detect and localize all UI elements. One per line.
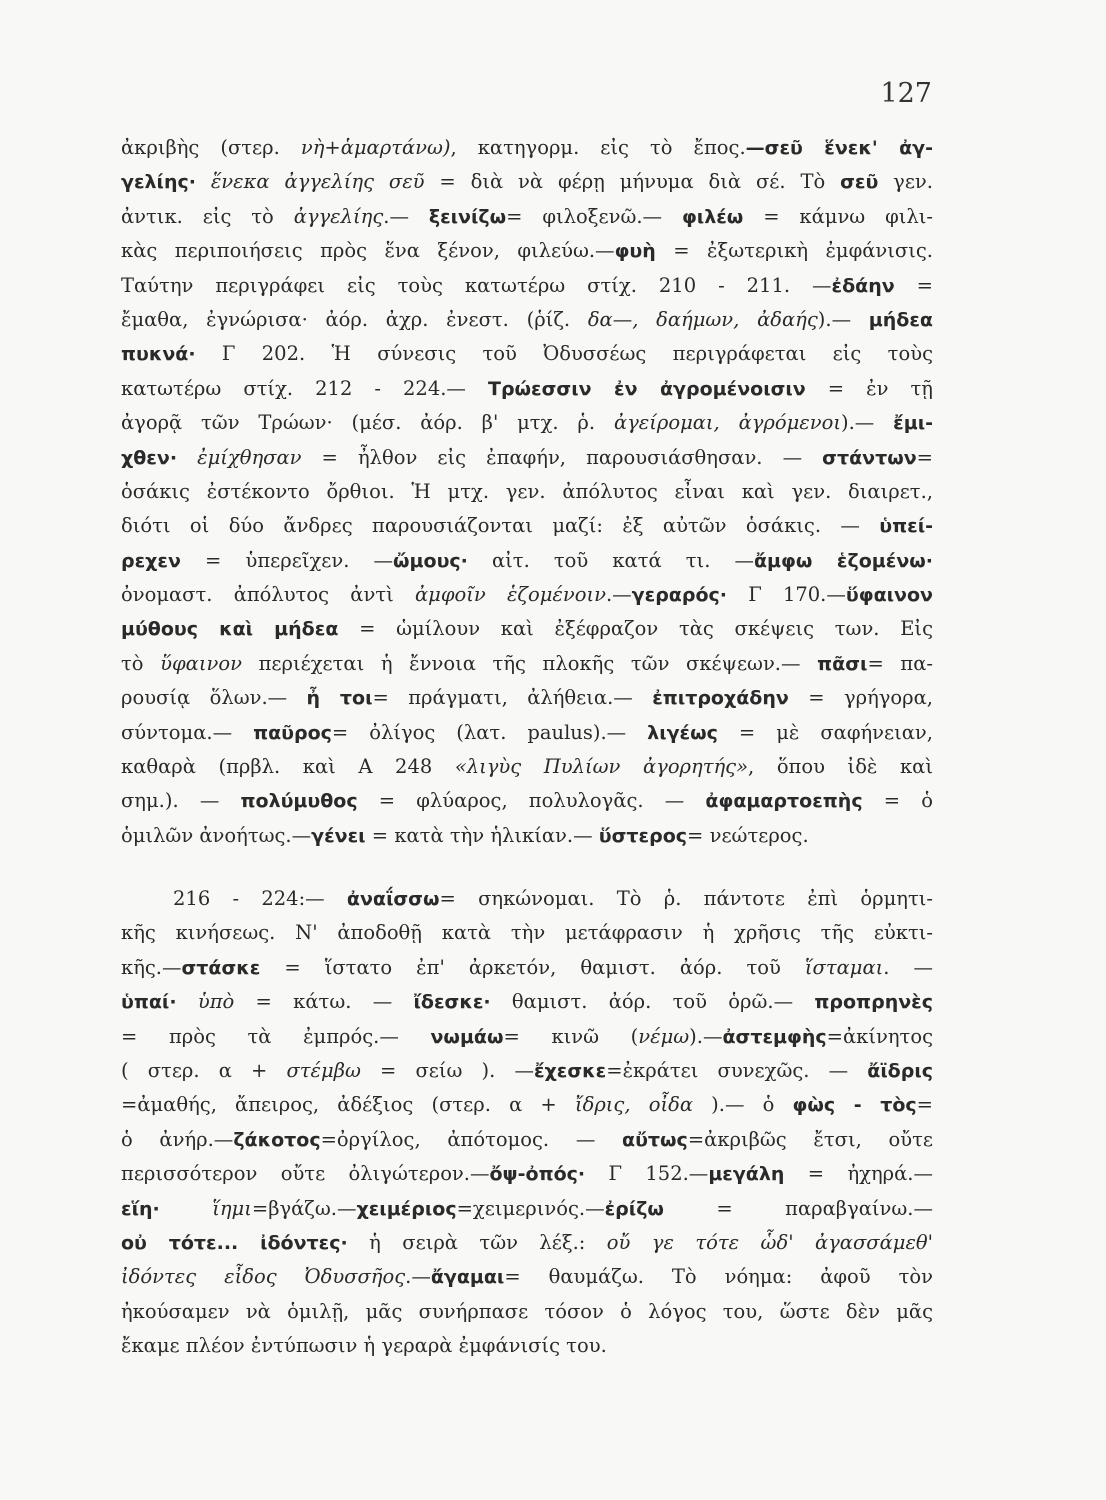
text-run: =ἀκίνητος [826,1024,933,1048]
text-line [121,985,933,1019]
text-run: = κάτω. — [234,990,414,1014]
text-run: = [916,445,933,469]
text-run: ἀκριβὴς (στερ. [121,136,301,159]
headword: χθεν· [121,446,178,469]
headword: φὼς - τὸς [792,1094,917,1117]
text-run: = φλύαρος, πολυλογᾶς. — [357,789,706,813]
text-line [121,441,933,475]
text-run: =ἀκριβῶς ἔτσι, οὔτε [687,1127,933,1151]
headword: ὑπαί· [121,991,177,1014]
headword: ἀναΐσσω [346,888,440,910]
text-run: = κατὰ τὴν ἡλικίαν.— [365,823,599,847]
text-run: .— [383,204,429,228]
headword: ρεχεν [121,549,181,572]
text-run: καθαρὰ (πρβλ. καὶ Α 248 [121,755,455,779]
text-line [121,131,933,165]
italic-phrase: στέμβω [286,1058,361,1082]
text-run: = ὑπερεῖχεν. — [180,548,394,572]
headword: ὕστερος [598,824,688,847]
text-run: = ἠχηρά.— [784,1162,933,1186]
text-run: = σηκώνομαι. Τὸ ῥ. πάντοτε ἐπὶ ὁρμητι- [439,887,933,910]
headword: ὄψ-ὀπός· [489,1163,586,1186]
text-line [121,1020,933,1054]
text-run: = φιλοξενῶ.— [506,204,682,228]
text-run: = πα- [867,651,933,675]
headword: προπρηνὲς [814,991,933,1014]
text-line [121,916,933,950]
headword: λιγέως [647,721,718,744]
text-run: = θαυμάζω. Τὸ νόημα: ἀφοῦ τὸν [504,1265,933,1289]
text-run: = διὰ νὰ φέρῃ μήνυμα διὰ σέ. Τὸ [424,170,841,194]
text-run [177,446,197,469]
text-run: Γ 152.— [585,1162,709,1186]
text-line [121,269,933,303]
headword: στάντων [822,446,917,469]
text-line [121,681,933,715]
headword: ἴδεσκε· [413,991,491,1014]
text-line [121,951,933,985]
headword: ἀφαμαρτοεπὴς [705,790,863,813]
text-run: κὰς περιποιήσεις πρὸς ἕνα ξένον, φιλεύω.— [121,239,615,263]
headword: μήδεα [868,308,933,331]
text-run: = [916,1093,933,1117]
text-line [121,303,933,337]
commentary-paragraph-1 [121,131,933,853]
text-line [121,200,933,234]
text-run: =ἀμαθής, ἄπειρος, ἀδέξιος (στερ. α + [121,1093,575,1117]
text-line [121,1329,933,1363]
text-line [121,612,933,646]
text-run: περιέχεται ἡ ἔννοια τῆς πλοκῆς τῶν σκέψεων.— [241,651,818,675]
text-run: περισσότερον οὔτε ὀλιγώτερον.— [121,1162,490,1186]
italic-phrase: ἐμίχθησαν [197,445,302,469]
headword: εἵη· [121,1197,160,1220]
text-run: 216 - 224:— [173,887,347,910]
text-run: ἔμαθα, ἐγνώρισα· ἀόρ. ἀχρ. ἐνεστ. (ῥίζ. [121,307,588,331]
italic-phrase: δα—, δαήμων, ἀδαής [587,307,818,331]
text-run: = κινῶ ( [503,1024,639,1048]
text-run: = πράγματι, ἀλήθεια.— [372,686,653,710]
text-line [121,1088,933,1122]
text-run: , ὅπου ἰδὲ καὶ [748,755,933,779]
text-run: = ἦλθον εἰς ἐπαφήν, παρουσιάσθησαν. — [301,445,823,469]
headword: ὑπεί- [879,515,933,538]
text-line [121,1295,933,1329]
italic-phrase: ὑπὸ [197,990,235,1014]
headword: ὕφαινον [845,584,933,607]
headword: μεγάλη [708,1163,785,1186]
text-run: γεν. [878,170,933,194]
text-line [121,784,933,818]
italic-phrase: ἵσταμαι [804,955,884,979]
headword: ἄγαμαι [430,1266,505,1289]
headword: ξεινίζω [428,205,507,228]
text-run: .— [605,583,632,607]
text-run: κῆς.— [121,955,182,979]
text-run: = νεώτερος. [687,823,809,847]
text-run: =ἐκράτει συνεχῶς. — [606,1058,868,1082]
italic-phrase: οὔ γε τότε ὧδ' ἀγασσάμεθ' [606,1230,933,1254]
text-line [121,1157,933,1191]
headword: οὐ τότε... ἰδόντες· [121,1231,348,1254]
text-run: ἔκαμε πλέον ἐντύπωσιν ἡ γεραρὰ ἐμφάνισίς του. [121,1334,607,1358]
text-run: = ὀλίγος (λατ. paulus).— [331,720,648,744]
text-line [121,716,933,750]
italic-phrase: νὴ+ἁμαρτάνω) [300,136,451,159]
text-run: σύντομα.— [121,720,254,744]
text-line [121,509,933,543]
text-run: ).— [689,1024,723,1048]
italic-phrase: ὕφαινον [160,651,242,675]
text-line [121,165,933,199]
headword: ἄϊδρις [867,1059,933,1082]
headword: Τρώεσσιν ἐν ἀγρομένοισιν [487,377,806,400]
text-line [121,578,933,612]
text-run: ἡ σειρὰ τῶν λέξ.: [347,1230,607,1254]
text-run: = σείω ). — [360,1058,534,1082]
commentary-paragraph-2 [121,882,933,1363]
text-run: =χειμερινός.— [456,1196,605,1220]
text-run: = πρὸς τὰ ἐμπρός.— [121,1024,431,1048]
text-line [121,647,933,681]
text-run [160,1197,212,1220]
text-run: ).— [841,411,894,435]
headword: πᾶσι [817,652,868,675]
headword: ἐδάην [831,274,895,297]
text-run: κατωτέρω στίχ. 212 - 224.— [121,376,488,400]
headword: γένει [311,824,366,847]
headword: νωμάω [430,1025,504,1048]
headword: ἔχεσκε [533,1059,607,1082]
italic-phrase: νέμω [638,1024,690,1048]
text-run: σημ.). — [121,789,241,813]
text-run: ἀγορᾷ τῶν Τρώων· (μέσ. ἀόρ. β' μτχ. ῥ. [121,411,614,435]
text-run: = μὲ σαφήνειαν, [717,720,933,744]
text-line [121,1054,933,1088]
headword: φιλέω [681,205,744,228]
text-run: κῆς κινήσεως. Ν' ἀποδοθῇ κατὰ τὴν μετάφρασιν ἡ χρῆσις τῆς εὐκτι- [121,921,933,945]
headword: φυὴ [614,240,656,263]
italic-phrase: ἵημι [212,1196,252,1220]
headword: —σεῦ ἕνεκ' ἀγ- [745,137,933,159]
headword: γεραρός· [631,584,727,607]
text-line [121,475,933,509]
text-line [121,1123,933,1157]
headword: ἄμφω ἑζομένω· [753,549,933,572]
headword: αὔτως [622,1128,688,1151]
text-run: .— [405,1265,431,1289]
headword: ἦ τοι [306,687,373,710]
headword: στάσκε [181,956,261,979]
text-run: ὁσάκις ἐστέκοντο ὄρθιοι. Ἡ μτχ. γεν. ἀπόλυτος εἶναι καὶ γεν. διαιρετ., [121,479,933,503]
text-run: = ὡμίλουν καὶ ἐξέφραζον τὰς σκέψεις των. Εἰς [338,617,933,641]
text-run: ὀνομαστ. ἀπόλυτος ἀντὶ [121,583,415,607]
text-run: ὁμιλῶν ἀνοήτως.— [121,823,312,847]
text-line [121,750,933,784]
text-run: = ὁ [862,789,933,813]
headword: χειμέριος [356,1197,457,1220]
italic-phrase: ἀγείρομαι, ἀγρόμενοι [613,411,841,435]
headword: παῦρος [253,721,332,744]
text-run: = κάμνω φιλι- [743,204,933,228]
headword: ὤμους· [393,549,468,572]
text-run: = γρήγορα, [788,686,933,710]
text-line [121,234,933,268]
text-run: Γ 170.— [726,583,846,607]
headword: σεῦ [840,171,879,194]
text-run: διότι οἱ δύο ἄνδρες παρουσιάζονται μαζί: ἐξ αὐτῶν ὁσάκις. — [121,514,880,538]
headword: γελίης· [121,171,196,194]
text-line [121,1226,933,1260]
text-run [196,170,211,193]
text-line [121,544,933,578]
text-run: =βγάζω.— [251,1196,357,1220]
text-run: αἰτ. τοῦ κατά τι. — [467,548,754,572]
text-run [177,990,198,1013]
text-line [121,819,933,853]
text-line [121,337,933,371]
italic-phrase: ἀμφοῖν ἑζομένοιν [415,583,606,607]
text-run: Ταύτην περιγράφει εἰς τοὺς κατωτέρω στίχ. 210 - 211. — [121,273,832,297]
headword: ἐπιτροχάδην [652,687,789,710]
text-run: θαμιστ. ἀόρ. τοῦ ὁρῶ.— [490,990,815,1014]
text-line [121,406,933,440]
italic-phrase: ἀγγελίης [293,204,384,228]
text-run: ( στερ. α + [121,1058,287,1082]
text-run: ).— ὁ [693,1093,793,1117]
headword: ἐρίζω [604,1197,664,1220]
text-run: ἠκούσαμεν νὰ ὁμιλῇ, μᾶς συνήρπασε τόσον ὁ λόγος του, ὥστε δὲν μᾶς [121,1299,933,1323]
headword: πολύμυθος [240,790,358,813]
text-run: =ὀργίλος, ἀπότομος. — [320,1127,623,1151]
text-run: ρουσίᾳ ὅλων.— [121,686,307,710]
text-run: τὸ [121,651,161,675]
italic-phrase: ἴδρις, οἶδα [574,1093,694,1117]
headword: ἀστεμφὴς [722,1025,827,1048]
text-line [121,1260,933,1294]
text-run: = ἐξωτερικὴ ἐμφάνισις. [655,239,933,263]
text-line [121,1192,933,1226]
text-line [121,372,933,406]
italic-phrase: «λιγὺς Πυλίων ἀγορητής» [454,755,749,779]
headword: ἔμι- [893,412,933,435]
text-run: ὁ ἀνήρ.— [121,1127,234,1151]
text-run: , κατηγορμ. εἰς τὸ ἔπος. [450,136,746,159]
text-line [121,882,933,916]
text-run: = [894,273,933,297]
italic-phrase: ἕνεκα ἀγγελίης σεῦ [210,170,425,194]
page-number: 127 [880,78,932,109]
text-run: ἀντικ. εἰς τὸ [121,204,294,228]
text-run: = ἵστατο ἐπ' ἀρκετόν, θαμιστ. ἀόρ. τοῦ [260,955,805,979]
text-run: Γ 202. Ἡ σύνεσις τοῦ Ὀδυσσέως περιγράφεται εἰς τοὺς [195,342,933,366]
text-run: = ἐν τῇ [805,376,933,400]
headword: ζάκοτος [233,1128,321,1151]
headword: πυκνά· [121,343,196,366]
headword: μύθους καὶ μήδεα [121,618,339,641]
text-run: . — [883,955,933,979]
text-run: = παραβγαίνω.— [663,1196,933,1220]
text-run: ).— [817,307,869,331]
italic-phrase: ἰδόντες εἶδος Ὀδυσσῆος [121,1265,406,1289]
